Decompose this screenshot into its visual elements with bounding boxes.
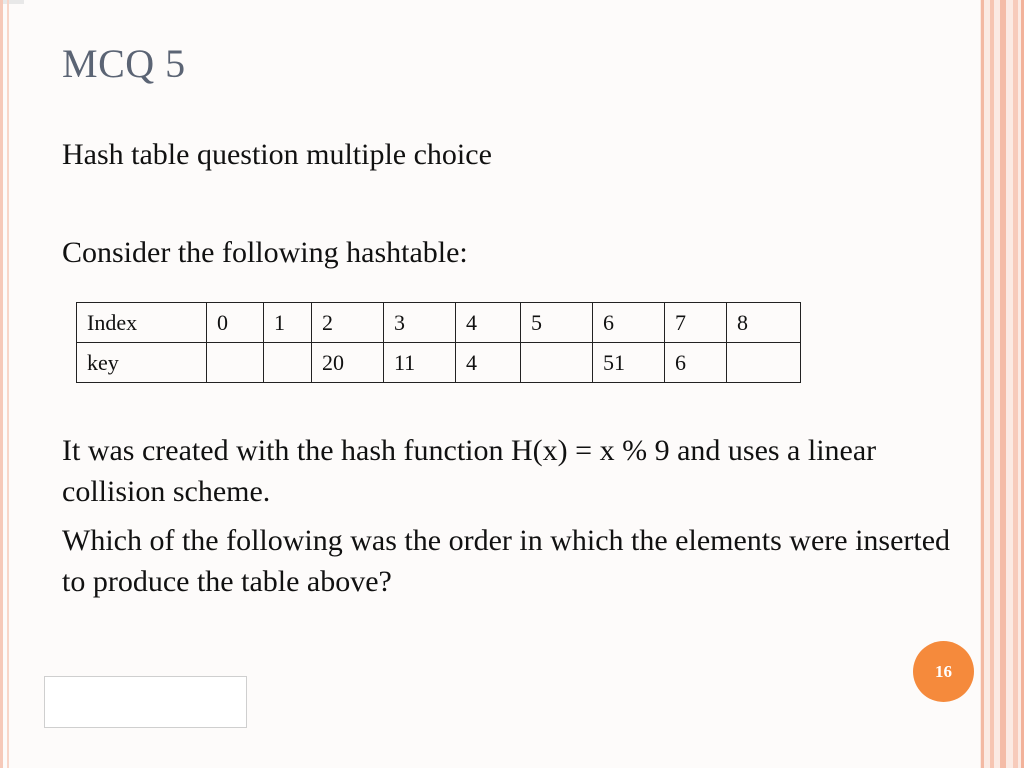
index-cell: 8	[727, 303, 801, 343]
description-text: It was created with the hash function H(x) = x % 9 and uses a linear collision scheme.	[62, 434, 877, 508]
question-text: Which of the following was the order in which the elements were inserted to produce the table above?	[62, 524, 951, 598]
left-decor-stripe	[0, 0, 3, 768]
index-cell: 0	[207, 303, 264, 343]
right-decor-stripe	[990, 0, 994, 768]
intro-text: Consider the following hashtable:	[62, 236, 468, 269]
key-cell: 51	[593, 343, 665, 383]
right-decor-stripe	[1000, 0, 1006, 768]
index-cell: 1	[264, 303, 312, 343]
index-cell: 5	[521, 303, 593, 343]
table-row-index	[77, 303, 801, 343]
key-cell	[207, 343, 264, 383]
key-cell: 11	[384, 343, 456, 383]
key-cell	[521, 343, 593, 383]
row-label-key: key	[77, 343, 207, 383]
index-cell: 6	[593, 303, 665, 343]
footer-placeholder-box	[44, 676, 247, 728]
hash-table	[76, 302, 801, 383]
right-decor-stripe	[981, 0, 984, 768]
key-cell: 20	[312, 343, 384, 383]
key-cell: 4	[456, 343, 521, 383]
subtitle-text: Hash table question multiple choice	[62, 138, 492, 171]
corner-mark	[0, 0, 24, 4]
page-number-badge: 16	[913, 641, 974, 702]
index-cell: 7	[665, 303, 727, 343]
slide-title: MCQ 5	[62, 41, 186, 86]
key-cell	[727, 343, 801, 383]
index-cell: 4	[456, 303, 521, 343]
index-cell: 2	[312, 303, 384, 343]
row-label-index: Index	[77, 303, 207, 343]
index-cell: 3	[384, 303, 456, 343]
table-row-key	[77, 343, 801, 383]
key-cell	[264, 343, 312, 383]
key-cell: 6	[665, 343, 727, 383]
right-decor-stripe	[1013, 0, 1018, 768]
left-decor-stripe	[7, 0, 9, 768]
